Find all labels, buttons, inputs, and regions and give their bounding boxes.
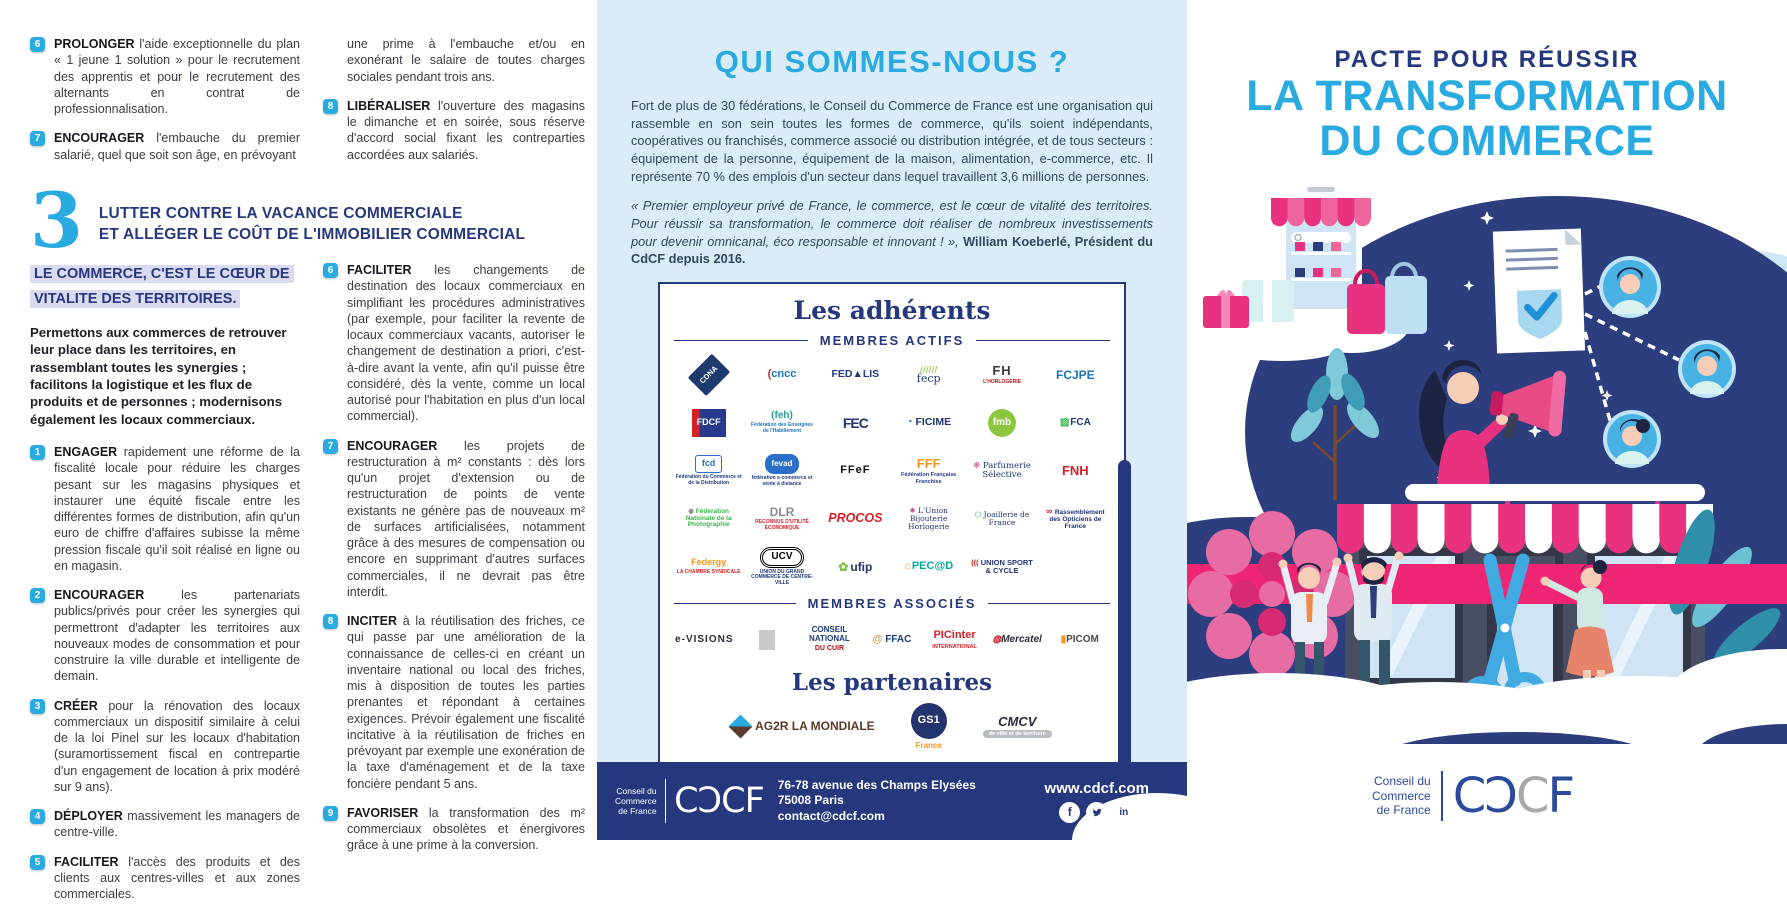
panel-middle — [597, 0, 1187, 840]
logo-mercatel: ◍ Mercatel — [987, 619, 1048, 661]
section3-title: LUTTER CONTRE LA VACANCE COMMERCIALE ET ALLÉGER LE COÛT DE L'IMMOBILIER COMMERCIAL — [98, 204, 526, 243]
logo-federgy: Federgy LA CHAMBRE SYNDICALE — [676, 557, 741, 575]
item-number-badge: 6 — [30, 37, 45, 52]
members-card — [658, 282, 1126, 802]
section3-col1 — [30, 262, 300, 915]
logo-gs1: GS1 France — [910, 702, 948, 751]
website-url: www.cdcf.com — [1044, 779, 1149, 797]
cdcf-footer-logo: Conseil du Commerce de France CƆCF — [615, 781, 764, 821]
numbered-item-8: 8 LIBÉRALISER l'ouverture des magasins le dimanche et en soirée, sous réserve d'accord social fixant les contreparties accordées aux salariés. — [323, 98, 585, 163]
section3-col2 — [323, 262, 585, 915]
section3-intro: Permettons aux commerces de retrouver leur place dans les territoires, en rassemblant toutes les synergies ; facilitons la logistique et les flux de produits et de personnes ; modernisons également les locaux commerciaux. — [30, 324, 287, 427]
cover-title-line2: DU COMMERCE — [1319, 116, 1655, 165]
item-number-badge: 5 — [30, 855, 45, 870]
linkedin-icon: in — [1113, 802, 1134, 823]
numbered-item-9: 9 FAVORISER la transformation des m² commerciaux obsolètes et énergivores grâce à une prime à la conversion. — [323, 805, 585, 854]
logo-feh: (feh) Fédération des Enseignes de l'Habillement — [751, 409, 813, 435]
facebook-icon: f — [1059, 802, 1080, 823]
numbered-item-6: 6 PROLONGER l'aide exceptionnelle du plan « 1 jeune 1 solution » pour le recrutement des apprentis et pour le recrutement des alternants en contrat de professionnalisation. — [30, 36, 300, 117]
logo-rof: ∞ Rassemblement des Opticiens de France — [1041, 498, 1110, 540]
logo-fevad: fevad fédération e-commerce et vente à distance — [747, 450, 816, 492]
logo-pecad: ⌂ PEC@D — [894, 546, 963, 588]
address-block: 76-78 avenue des Champs Elysées 75008 Paris contact@cdcf.com — [777, 777, 976, 823]
logo-pic: PICinter INTERNATIONAL — [932, 628, 977, 650]
numbered-item-4: 4 DÉPLOYER massivement les managers de centre-ville. — [30, 808, 300, 841]
logo-dlr: DLR RECONNUS D'UTILITÉ ÉCONOMIQUE — [755, 504, 809, 532]
item-number-badge: 8 — [323, 99, 338, 114]
twitter-icon — [1086, 802, 1107, 823]
logo-fh: FH L'HORLOGERIE — [983, 363, 1021, 385]
logo-fcjpe: FCJPE — [1055, 367, 1095, 382]
logo-parfumerie: ❋ Parfumerie Sélective — [967, 450, 1036, 492]
associated-members-divider: MEMBRES ASSOCIÉS — [674, 596, 1110, 611]
logo-fecp: ////// fecp — [894, 354, 963, 396]
who-are-we-title: QUI SOMMES-NOUS ? — [714, 44, 1070, 79]
web-block — [1045, 780, 1149, 823]
section3-header — [30, 175, 585, 265]
numbered-item-3: 3 CRÉER pour la rénovation des locaux commerciaux un dispositif similaire à celui de la loi Pinel sur les locaux d'habitation (suramortissement fiscal en contrepartie d'un engagement de location à prix modéré sur 9 ans). — [30, 698, 300, 796]
logo-ficime: ◔ FICIME — [894, 402, 963, 444]
section3-number: 3 — [30, 175, 83, 265]
partners-row — [674, 702, 1110, 751]
numbered-item-7: 7 ENCOURAGER les projets de restructuration à m² constants : dès lors qu'un projet d'extension ou de restructuration de points de vente existants ne génère pas de nouveaux m² de surfaces artificialisées, notamment grâce à des mesures de compensation ou encore en supprimant d'autres surfaces commerciales, il ne devrait pas être interdit. — [323, 438, 585, 601]
logo-cnc: CONSEIL NATIONAL DU CUIR — [809, 625, 850, 653]
who-are-we-paragraph: Fort de plus de 30 fédérations, le Conseil du Commerce de France est une organisation qui rassemble en son sein toutes les formes de commerce, qu'ils soient indépendants, coopératives ou franchisés, commerce associé ou distribution intégrée, et de tous secteurs : équipement de la personne, équipement de la maison, alimentation, e-commerce, etc. Il représente 70 % des emplois d'un secteur dans lequel travaillent 3,6 millions de personnes. — [631, 98, 1153, 184]
logo-fnp: ◉ Fédération Nationale de la Photographie — [674, 498, 743, 540]
item-number-badge: 7 — [30, 131, 45, 146]
logo-ffef: FFeF — [840, 464, 871, 477]
active-members-row-3 — [674, 450, 1110, 492]
panel-right — [1187, 0, 1787, 840]
cover-kicker: PACTE POUR RÉUSSIR — [1334, 46, 1640, 73]
item-number-badge: 8 — [323, 614, 338, 629]
quote-attribution: William Koeberlé, Président du CdCF depuis 2016. — [631, 233, 1153, 267]
active-members-row-2 — [674, 402, 1110, 444]
item-number-badge: 3 — [30, 699, 45, 714]
panel-left — [0, 0, 597, 902]
highlight-heading: LE COMMERCE, C'EST LE CŒUR DE VITALITE DES TERRITOIRES. — [30, 265, 294, 308]
carryover-col1 — [30, 36, 300, 176]
logo-fff: FFF Fédération Française Franchise — [901, 455, 957, 485]
logo-cncc: ( cncc — [747, 354, 816, 396]
logo-usc: ((( UNION SPORT & CYCLE — [967, 546, 1036, 588]
logo-evisions: e-VISIONS — [675, 633, 734, 645]
active-members-divider: MEMBRES ACTIFS — [674, 333, 1110, 348]
logo-fmb: fmb — [967, 402, 1036, 444]
active-members-row-4 — [674, 498, 1110, 540]
logo-ag2r: AG2R LA MONDIALE — [731, 706, 876, 748]
logo-ufip: ✿ ufip — [821, 546, 890, 588]
cover-title-line1: LA TRANSFORMATION — [1246, 72, 1728, 120]
numbered-item-8: 8 INCITER à la réutilisation des friches, ce qui passe par une amélioration de la connaissance de celles-ci en créant un inventaire national ou local des friches, mis à disposition de toutes les parties prenantes et répondant à certaines exigences. Prévoir également une fiscalité incitative à la réutilisation de friches en prévoyant par exemple une exonération de la taxe d'aménagement et de la taxe foncière pendant 5 ans. — [323, 613, 585, 792]
logo-fnh: FNH — [1061, 463, 1089, 479]
partners-title: Les partenaires — [791, 668, 993, 696]
item-number-badge: 1 — [30, 445, 45, 460]
logo-picom: ▮ PICOM — [1049, 619, 1110, 661]
logo-fdcf: FDCF — [674, 402, 743, 444]
item-number-badge: 4 — [30, 809, 45, 824]
logo-procos: PROCOS — [828, 511, 883, 526]
logo-fca: ▨ FCA — [1041, 402, 1110, 444]
contact-footer — [597, 762, 1187, 840]
logo-ucv: UCV UNION DU GRAND COMMERCE DE CENTRE-VILLE — [747, 546, 816, 588]
carryover-continuation: une prime à l'embauche et/ou en exonérant le salaire de toutes charges sociales pendant trois ans. — [347, 37, 585, 84]
item-number-badge: 7 — [323, 439, 338, 454]
numbered-item-5: 5 FACILITER l'accès des produits et des clients aux centres-villes et aux zones commerciales. — [30, 854, 300, 903]
logo-fec: FEC — [842, 414, 868, 431]
item-number-badge: 9 — [323, 806, 338, 821]
logo-ffac: @ FFAC — [862, 619, 923, 661]
storefront-illustration — [1187, 132, 1787, 744]
logo-fcd: fcd Fédération du Commerce et de la Distribution — [674, 450, 743, 492]
logo-cmcv: CMCV de ville et de territoire — [982, 706, 1053, 748]
active-members-row-5 — [674, 546, 1110, 588]
logo-fedalis: FED▲LIS — [831, 368, 880, 381]
numbered-item-6: 6 FACILITER les changements de destination des locaux commerciaux en simplifiant les procédures administratives (par exemple, pour faciliter la revente de locaux commerciaux vacants, autoriser le changement de destination a priori, c'est-à-dire avant la vente, afin qu'il puisse être considéré, dès la vente, comme un local autorisé pour l'habitation en plus d'un local commercial). — [323, 262, 585, 425]
carryover-col2 — [323, 36, 585, 176]
item-number-badge: 6 — [323, 263, 338, 278]
contact-email: contact@cdcf.com — [777, 808, 885, 823]
logo-ubh: ✸ L'Union Bijouterie Horlogerie — [894, 498, 963, 540]
numbered-item-7: 7 ENCOURAGER l'embauche du premier salarié, quel que soit son âge, en prévoyant — [30, 130, 300, 163]
logo-joaillerie: ⬡ Joaillerie de France — [967, 498, 1036, 540]
adherents-title: Les adhérents — [793, 295, 991, 325]
president-quote: « Premier employeur privé de France, le commerce, est le cœur de vitalité des territoires. Pour réussir sa transformation, le commerce doit réaliser de nombreux investissements pour devenir omnicanal, éco responsable et innovant ! », William Koeberlé, Président du CdCF depuis 2016. — [631, 198, 1153, 267]
active-members-row-1 — [674, 354, 1110, 396]
numbered-item-2: 2 ENCOURAGER les partenariats publics/privés pour créer les synergies qui permettront d'adapter les territoires aux nouveaux modes de consommation et pour construire la ville durable et intelligente de demain. — [30, 587, 300, 685]
associated-members-row — [674, 619, 1110, 661]
item-number-badge: 2 — [30, 588, 45, 603]
logo-cdna: CDNA — [674, 354, 743, 396]
cdcf-cover-logo: Conseil du Commerce de France CƆCF — [1372, 768, 1574, 824]
logo-emblem — [737, 619, 798, 661]
fold-accent-bar — [1118, 460, 1131, 762]
numbered-item-1: 1 ENGAGER rapidement une réforme de la fiscalité locale pour réduire les charges pesant sur les magasins physiques et instaurer une équité fiscale entre les différentes formes de distribution, afin qu'un euro de chiffre d'affaires subisse la même pression fiscale qu'il soit réalisé en ligne ou en magasin. — [30, 444, 300, 574]
